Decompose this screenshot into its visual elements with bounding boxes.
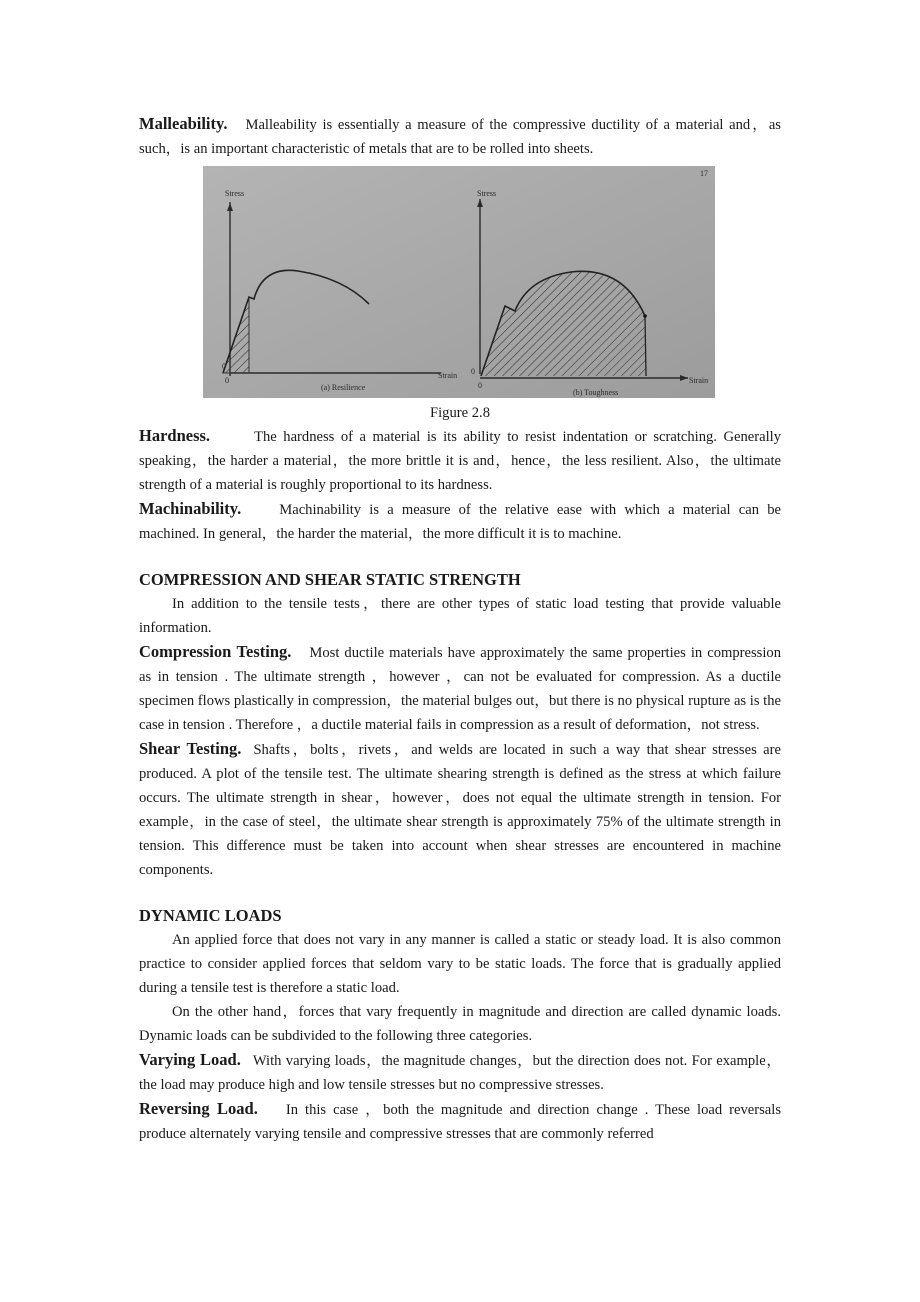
machinability-term: Machinability. xyxy=(139,499,242,518)
reversing-load-paragraph xyxy=(139,1097,781,1146)
hardness-text: The hardness of a material is its ability to resist indentation or scratching. Generally speaking，the harder a material，the more brittle it is and，hence，the less resilient. Also，the ultimate strength of a material is roughly proportional to its hardness. xyxy=(139,429,781,493)
document-page xyxy=(139,112,781,1146)
figure-corner-mark: 17 xyxy=(700,169,708,178)
varying-load-paragraph xyxy=(139,1048,781,1097)
toughness-y-label: Stress xyxy=(477,189,497,198)
shear-testing-text: Shafts，bolts，rivets，and welds are located in such a way that shear stresses are produced. A plot of the tensile test. The ultimate shearing strength is defined as the stress at which failure occurs. The ultimate strength in shear，however，does not equal the ultimate strength in tension. For example，in the case of steel，the ultimate shear strength is approximately 75% of the ultimate strength in tension. This difference must be taken into account when shear stresses are encountered in machine components. xyxy=(139,742,781,878)
dynamic-paragraph-2: On the other hand，forces that vary frequently in magnitude and direction are called dynamic loads. Dynamic loads can be subdivided to the following three categories. xyxy=(139,1004,781,1044)
hardness-paragraph xyxy=(139,424,781,497)
hardness-term: Hardness. xyxy=(139,426,211,445)
resilience-origin-x: 0 xyxy=(225,376,229,385)
toughness-origin-x: 0 xyxy=(478,381,482,390)
resilience-caption: (a) Resilience xyxy=(321,383,366,392)
malleability-term: Malleability. xyxy=(139,114,228,133)
machinability-text: Machinability is a measure of the relative ease with which a material can be machined. In general，the harder the material，the more difficult it is to machine. xyxy=(139,502,781,542)
compression-intro-paragraph: In addition to the tensile tests，there are other types of static load testing that provide valuable information. xyxy=(139,596,781,636)
dynamic-paragraph-1: An applied force that does not vary in any manner is called a static or steady load. It is also common practice to consider applied forces that seldom vary to be static loads. The force that is gradually applied during a tensile test is therefore a static load. xyxy=(139,932,781,996)
toughness-origin-y: 0 xyxy=(471,367,475,376)
malleability-paragraph xyxy=(139,112,781,161)
compression-testing-term: Compression Testing. xyxy=(139,642,292,661)
shear-testing-term: Shear Testing. xyxy=(139,739,242,758)
compression-testing-paragraph xyxy=(139,640,781,737)
resilience-origin-y: 0 xyxy=(222,362,226,371)
shear-testing-paragraph xyxy=(139,737,781,882)
toughness-caption: (b) Toughness xyxy=(573,388,619,397)
reversing-load-text: In this case ，both the magnitude and direction change . These load reversals produce alternately varying tensile and compressive stresses that are commonly referred xyxy=(139,1102,782,1142)
malleability-text: Malleability is essentially a measure of the compressive ductility of a material and，as such，is an important characteristic of metals that are to be rolled into sheets. xyxy=(139,117,781,157)
varying-load-text: With varying loads，the magnitude changes，but the direction does not. For example，the load may produce high and low tensile stresses but no compressive stresses. xyxy=(139,1053,781,1093)
resilience-y-label: Stress xyxy=(225,189,245,198)
toughness-x-label: Strain xyxy=(689,376,709,385)
compression-testing-text: Most ductile materials have approximately the same properties in compression as in tension . The ultimate strength ，however ，can not be evaluated for compression. As a ductile specimen flows plastically in compression，the material bulges out，but there is no physical rupture as is the case in tension . Therefore ，a ductile material fails in compression as a result of deformation，not stress. xyxy=(139,645,782,733)
figure-2-8-image xyxy=(203,166,715,398)
figure-caption: Figure 2.8 xyxy=(430,405,490,421)
varying-load-term: Varying Load. xyxy=(139,1050,241,1069)
machinability-paragraph xyxy=(139,497,781,546)
reversing-load-term: Reversing Load. xyxy=(139,1099,258,1118)
compression-shear-heading: COMPRESSION AND SHEAR STATIC STRENGTH xyxy=(139,570,521,589)
toughness-fracture-point xyxy=(643,314,647,318)
resilience-x-label: Strain xyxy=(438,371,458,380)
dynamic-loads-heading: DYNAMIC LOADS xyxy=(139,906,282,925)
